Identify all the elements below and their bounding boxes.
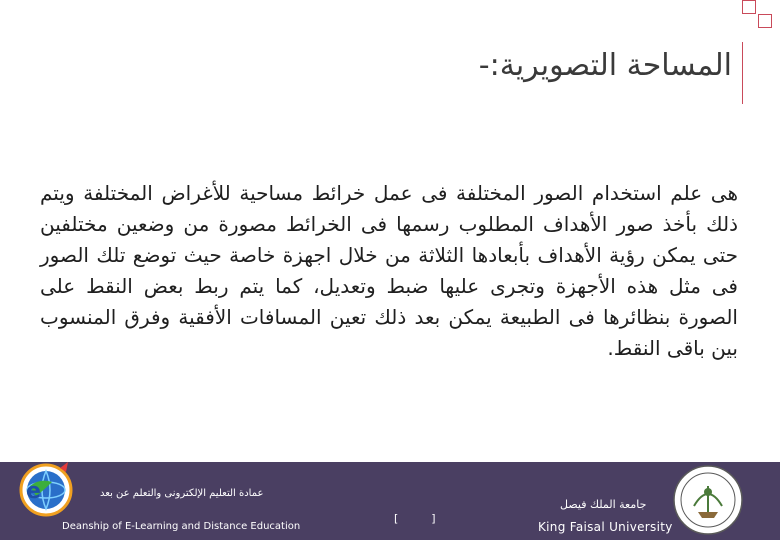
page-bracket-open: [	[394, 512, 399, 525]
title-accent-bar	[742, 42, 759, 104]
page-number-indicator	[394, 512, 436, 525]
slide-title: المساحة التصويرية:-	[478, 48, 732, 83]
slide-body-text: هى علم استخدام الصور المختلفة فى عمل خرائط مساحية للأغراض المختلفة ويتم ذلك بأخذ صور الأهداف المطلوب رسمها فى الخرائط مصورة من وضعين مختلفين حتى يمكن رؤية الأهداف بأبعادها الثلاثة من خلال اجهزة خاصة حيث توضع تلك الصور فى مثل هذه الأجهزة وتجرى عليها ضبط وتعديل، كما يتم ربط بعض النقط على الصورة بنظائرها فى الطبيعة يمكن بعد ذلك تعين المسافات الأفقية وفرق المنسوب بين باقى النقط.	[40, 181, 738, 360]
accent-square-top	[742, 0, 756, 14]
elearning-globe-logo-icon	[16, 456, 74, 518]
deanship-name-arabic: عمادة التعليم الإلكترونى والتعلم عن بعد	[100, 488, 264, 499]
accent-square-right	[758, 14, 772, 28]
university-name-english: King Faisal University	[538, 520, 673, 534]
svg-text:e: e	[26, 479, 41, 504]
king-faisal-university-seal-icon	[670, 462, 746, 540]
university-name-arabic: جامعة الملك فيصل	[560, 498, 647, 511]
page-bracket-close: ]	[431, 512, 436, 525]
deanship-name-english: Deanship of E-Learning and Distance Education	[62, 521, 301, 532]
footer-bar	[0, 462, 780, 540]
